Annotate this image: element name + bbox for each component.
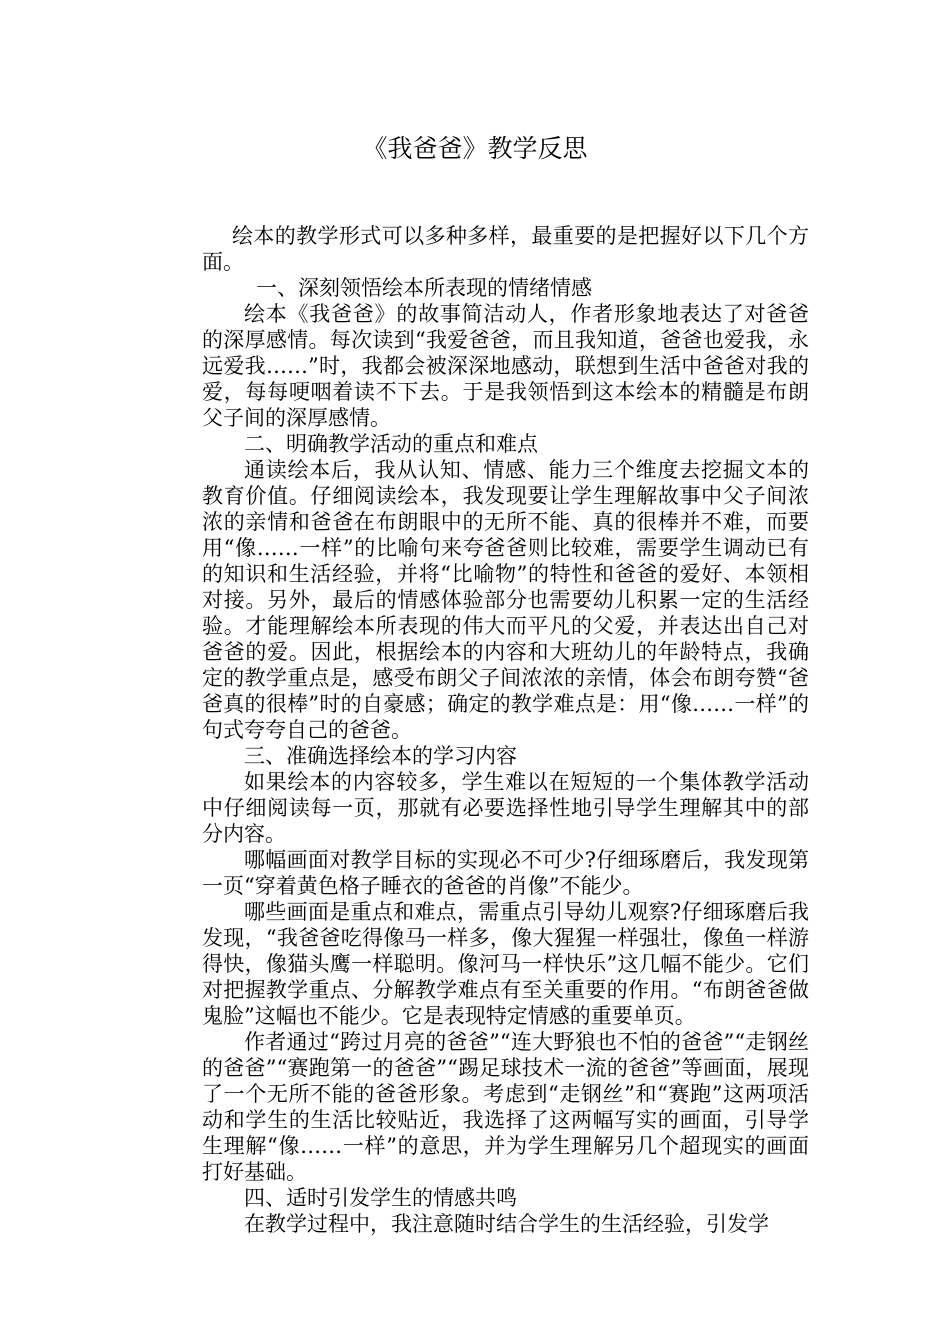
section-1-paragraph: 绘本《我爸爸》的故事简洁动人，作者形象地表达了对爸爸的深厚感情。每次读到“我爱爸爸，而且我知道，爸爸也爱我，永远爱我……”时，我都会被深深地感动，联想到生活中爸爸对我的爱，每每哽咽着读不下去。于是我领悟到这本绘本的精髓是布朗父子间的深厚感情。: [202, 302, 809, 430]
section-3-paragraph-3: 哪些画面是重点和难点，需重点引导幼儿观察?仔细琢磨后我发现，“我爸爸吃得像马一样多，像大猩猩一样强壮，像鱼一样游得快，像猫头鹰一样聪明。像河马一样快乐”这几幅不能少。它们对把握教学重点、分解教学难点有至关重要的作用。“布朗爸爸做鬼脸”这幅也不能少。它是表现特定情感的重要单页。: [202, 900, 809, 1028]
section-heading-1: 一、深刻领悟绘本所表现的情绪情感: [256, 276, 592, 300]
document-title: 《我爸爸》教学反思: [362, 134, 588, 163]
section-3-paragraph-1: 如果绘本的内容较多，学生难以在短短的一个集体教学活动中仔细阅读每一页，那就有必要选择性地引导学生理解其中的部分内容。: [202, 770, 809, 846]
section-3-paragraph-2: 哪幅画面对教学目标的实现必不可少?仔细琢磨后，我发现第一页“穿着黄色格子睡衣的爸爸的肖像”不能少。: [202, 848, 809, 898]
intro-paragraph: 绘本的教学形式可以多种多样，最重要的是把握好以下几个方面。: [202, 224, 809, 274]
section-2-paragraph: 通读绘本后，我从认知、情感、能力三个维度去挖掘文本的教育价值。仔细阅读绘本，我发现要让学生理解故事中父子间浓浓的亲情和爸爸在布朗眼中的无所不能、真的很棒并不难，而要用“像……一样”的比喻句来夸爸爸则比较难，需要学生调动已有的知识和生活经验，并将“比喻物”的特性和爸爸的爱好、本领相对接。另外，最后的情感体验部分也需要幼儿积累一定的生活经验。才能理解绘本所表现的伟大而平凡的父爱，并表达出自己对爸爸的爱。因此，根据绘本的内容和大班幼儿的年龄特点，我确定的教学重点是，感受布朗父子间浓浓的亲情，体会布朗夸赞“爸爸真的很棒”时的自豪感；确定的教学难点是：用“像……一样”的句式夸夸自己的爸爸。: [202, 458, 809, 742]
section-heading-3: 三、准确选择绘本的学习内容: [244, 744, 517, 768]
section-heading-2: 二、明确教学活动的重点和难点: [244, 432, 538, 456]
section-3-paragraph-4: 作者通过“跨过月亮的爸爸”“连大野狼也不怕的爸爸”“走钢丝的爸爸”“赛跑第一的爸爸”“踢足球技术一流的爸爸”等画面，展现了一个无所不能的爸爸形象。考虑到“走钢丝”和“赛跑”这两项活动和学生的生活比较贴近，我选择了这两幅写实的画面，引导学生理解“像……一样”的意思，并为学生理解另几个超现实的画面打好基础。: [202, 1030, 809, 1184]
section-heading-4: 四、适时引发学生的情感共鸣: [244, 1186, 517, 1210]
section-4-paragraph: 在教学过程中，我注意随时结合学生的生活经验，引发学: [244, 1212, 769, 1236]
document-body: [202, 223, 809, 1237]
